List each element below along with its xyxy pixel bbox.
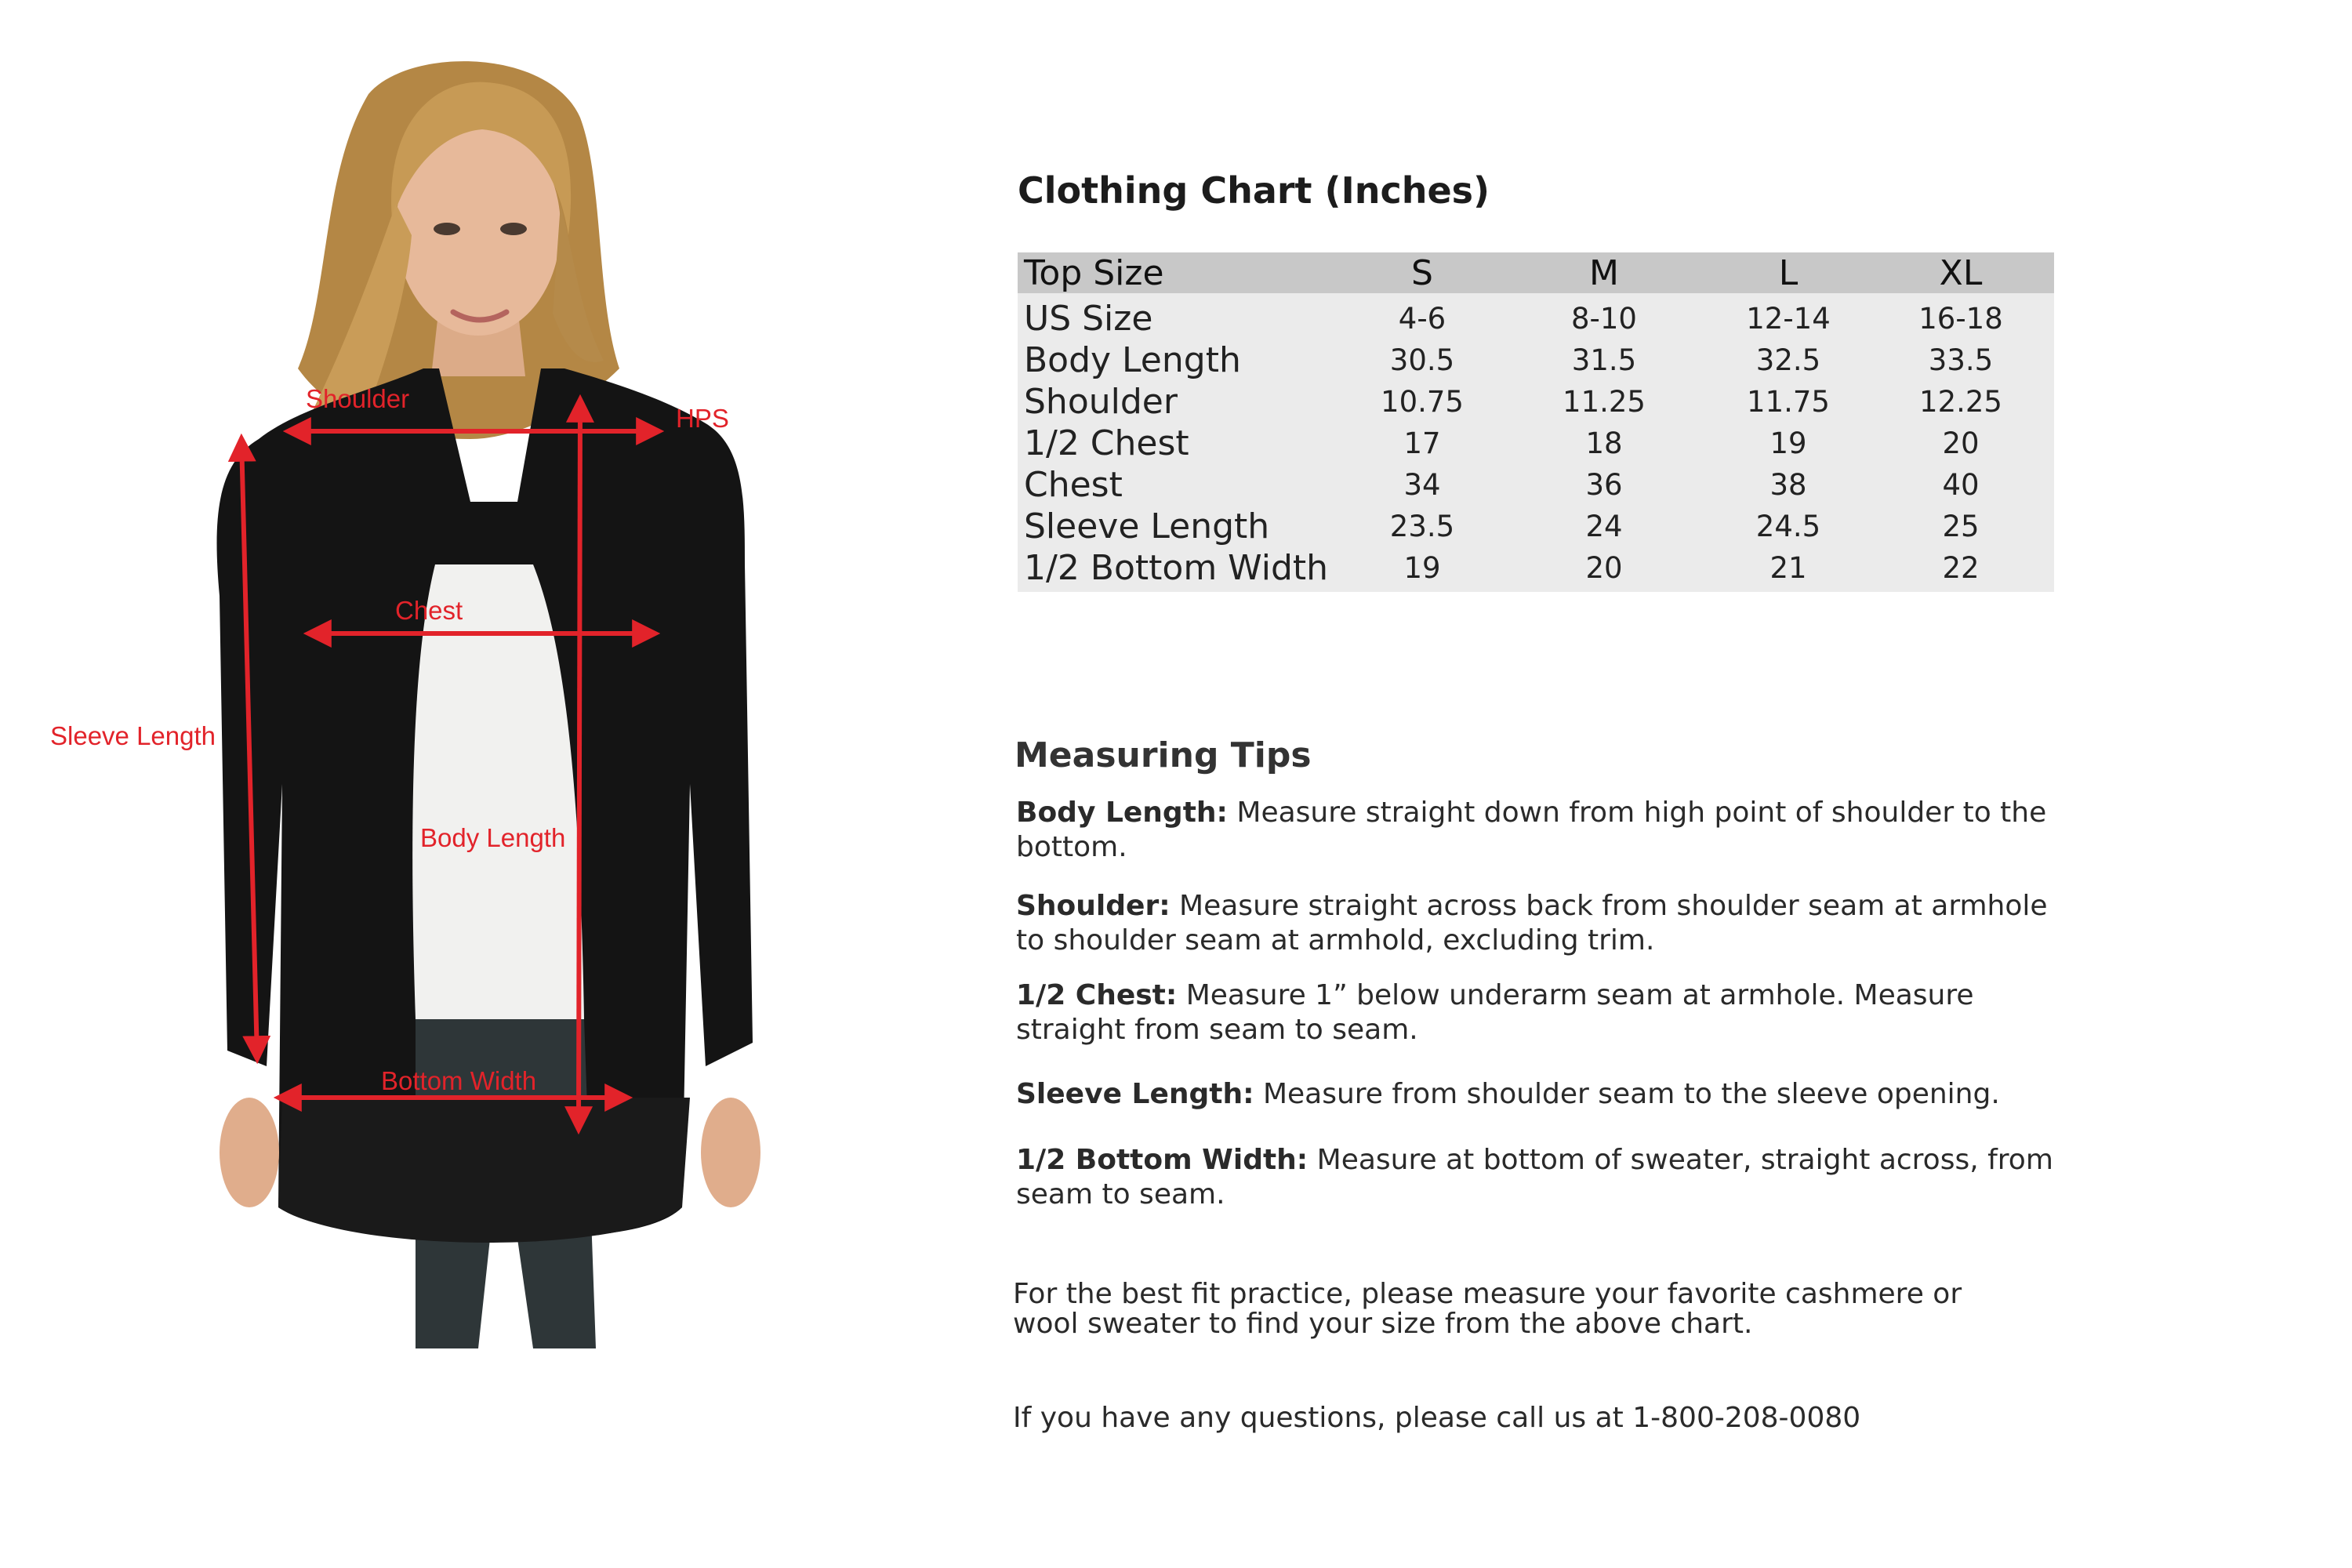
table-cell: 11.25	[1563, 385, 1646, 419]
table-cell: 10.75	[1381, 385, 1464, 419]
table-cell: 33.5	[1928, 343, 1994, 377]
table-cell: 32.5	[1755, 343, 1821, 377]
table-cell: 40	[1942, 468, 1980, 502]
tip-term: Sleeve Length:	[1016, 1078, 1254, 1110]
label-shoulder: Shoulder	[306, 384, 410, 413]
table-cell: 16-18	[1918, 302, 2003, 336]
contact-note: If you have any questions, please call us at 1-800-208-0080	[1013, 1402, 1861, 1434]
table-cell: 8-10	[1571, 302, 1637, 336]
table-cell: 24.5	[1755, 510, 1821, 543]
body-length-measure-line	[579, 400, 580, 1129]
row-label: Chest	[1024, 465, 1123, 505]
label-sleeve-length: Sleeve Length	[50, 721, 216, 750]
model-measurement-figure	[0, 0, 925, 1348]
table-cell: 22	[1942, 551, 1980, 585]
table-cell: 38	[1769, 468, 1807, 502]
table-cell: 18	[1585, 426, 1623, 460]
table-cell: 23.5	[1389, 510, 1455, 543]
table-cell: 12.25	[1919, 385, 2002, 419]
table-row	[1018, 464, 2054, 506]
tip-term: Body Length:	[1016, 797, 1228, 829]
tip-text: Measure at bottom of sweater, straight across, from seam to seam.	[1016, 1144, 2053, 1210]
table-cell: 34	[1403, 468, 1441, 502]
tip-body-length	[1016, 796, 2059, 865]
tip-term: 1/2 Bottom Width:	[1016, 1144, 1308, 1176]
table-cell: 19	[1403, 551, 1441, 585]
label-bottom-width: Bottom Width	[381, 1066, 537, 1095]
sweater-hem	[278, 1098, 690, 1243]
best-fit-note: For the best fit practice, please measure your favorite cashmere or wool sweater to find your size from the above chart.	[1013, 1278, 1962, 1340]
measuring-tips-title: Measuring Tips	[1014, 735, 1312, 775]
table-cell: 36	[1585, 468, 1623, 502]
table-row	[1018, 423, 2054, 464]
tip-shoulder	[1016, 889, 2059, 958]
hand-left	[220, 1098, 279, 1207]
table-cell: 11.75	[1747, 385, 1830, 419]
table-cell: 30.5	[1389, 343, 1455, 377]
tip-term: Shoulder:	[1016, 890, 1171, 922]
row-label: Sleeve Length	[1024, 506, 1270, 546]
table-cell: 21	[1769, 551, 1807, 585]
table-row	[1018, 293, 2054, 339]
row-label: 1/2 Chest	[1024, 423, 1189, 463]
table-row	[1018, 506, 2054, 547]
table-cell: 24	[1585, 510, 1623, 543]
chart-title: Clothing Chart (Inches)	[1018, 169, 1490, 212]
table-cell: 19	[1769, 426, 1807, 460]
hand-right	[701, 1098, 760, 1207]
table-cell: 12-14	[1746, 302, 1831, 336]
header-size-xl: XL	[1867, 252, 2054, 293]
header-top-size: Top Size	[1018, 252, 1345, 293]
tip-text: Measure 1” below underarm seam at armhole. Measure straight from seam to seam.	[1016, 979, 1974, 1046]
row-label: US Size	[1024, 299, 1153, 339]
header-size-m: M	[1499, 252, 1709, 293]
table-cell: 31.5	[1571, 343, 1637, 377]
row-label: Body Length	[1024, 340, 1241, 380]
eye-left	[434, 223, 460, 235]
tip-half-chest	[1016, 978, 2059, 1047]
tip-text: Measure straight across back from shoulder seam at armhole to shoulder seam at armhold, excluding trim.	[1016, 890, 2048, 956]
eye-right	[500, 223, 527, 235]
header-size-s: S	[1345, 252, 1499, 293]
table-row	[1018, 547, 2054, 592]
label-chest: Chest	[395, 596, 463, 625]
tip-text: Measure from shoulder seam to the sleeve opening.	[1254, 1078, 2000, 1110]
size-chart-table	[1018, 252, 2054, 592]
table-row	[1018, 339, 2054, 381]
label-body-length: Body Length	[420, 823, 566, 852]
header-size-l: L	[1709, 252, 1867, 293]
tip-term: 1/2 Chest:	[1016, 979, 1178, 1011]
row-label: Shoulder	[1024, 382, 1178, 422]
size-chart-header-row	[1018, 252, 2054, 293]
tip-half-bottom-width	[1016, 1143, 2059, 1212]
table-row	[1018, 381, 2054, 423]
row-label: 1/2 Bottom Width	[1024, 548, 1329, 588]
tip-text: Measure straight down from high point of shoulder to the bottom.	[1016, 797, 2047, 863]
tip-sleeve-length	[1016, 1077, 2059, 1112]
table-cell: 4-6	[1398, 302, 1446, 336]
label-hps: HPS	[676, 404, 729, 433]
table-cell: 25	[1942, 510, 1980, 543]
table-cell: 20	[1585, 551, 1623, 585]
table-cell: 20	[1942, 426, 1980, 460]
table-cell: 17	[1403, 426, 1441, 460]
